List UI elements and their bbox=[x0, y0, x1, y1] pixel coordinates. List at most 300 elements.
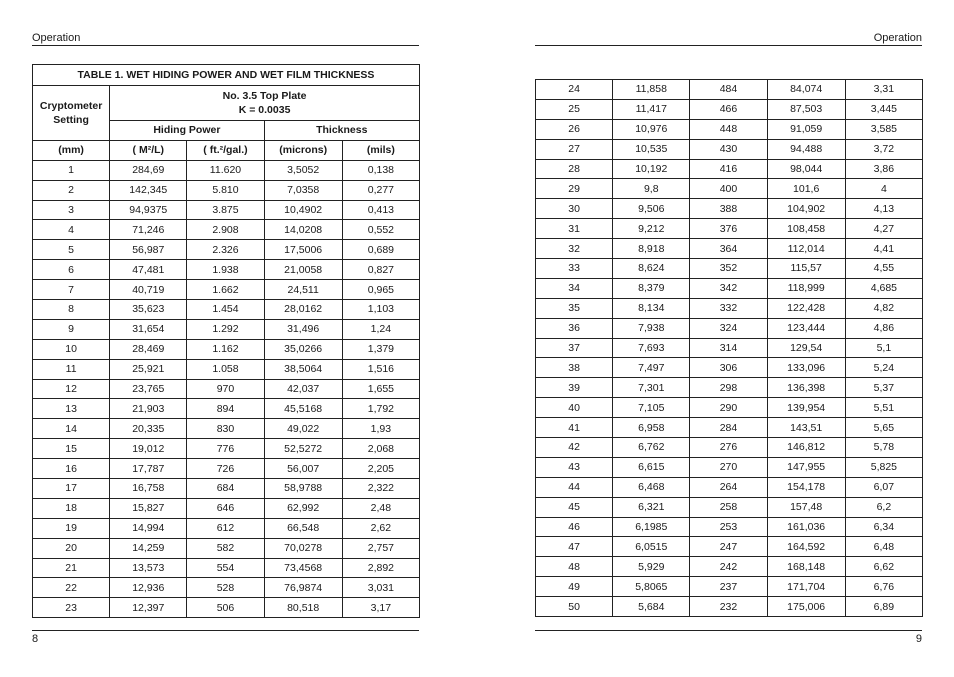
table-cell: 84,074 bbox=[767, 80, 845, 100]
table-cell: 270 bbox=[690, 457, 767, 477]
table-cell: 2 bbox=[33, 180, 110, 200]
table-cell: 776 bbox=[187, 439, 264, 459]
table-row bbox=[536, 239, 923, 259]
table-row bbox=[536, 438, 923, 458]
table-cell: 17,5006 bbox=[264, 240, 342, 260]
table-cell: 400 bbox=[690, 179, 767, 199]
table-cell: 35,623 bbox=[110, 300, 187, 320]
table-cell: 17,787 bbox=[110, 459, 187, 479]
table-cell: 104,902 bbox=[767, 199, 845, 219]
table-cell: 23,765 bbox=[110, 379, 187, 399]
page-number-left: 8 bbox=[32, 633, 39, 645]
page-right bbox=[477, 0, 954, 677]
table-cell: 3,445 bbox=[845, 99, 922, 119]
table-cell: 582 bbox=[187, 538, 264, 558]
table-cell: 28 bbox=[536, 159, 613, 179]
table-cell: 9,212 bbox=[613, 219, 690, 239]
unit-mils: (mils) bbox=[342, 140, 419, 160]
table-cell: 21 bbox=[33, 558, 110, 578]
table-cell: 5,24 bbox=[845, 358, 922, 378]
table-row bbox=[536, 338, 923, 358]
table-row bbox=[536, 477, 923, 497]
table-cell: 1,655 bbox=[342, 379, 419, 399]
table-cell: 21,903 bbox=[110, 399, 187, 419]
table-cell: 6,48 bbox=[845, 537, 922, 557]
table-cell: 612 bbox=[187, 518, 264, 538]
cryptometer-setting-header: Cryptometer Setting bbox=[33, 86, 110, 141]
table-cell: 506 bbox=[187, 598, 264, 618]
table-cell: 5,825 bbox=[845, 457, 922, 477]
table-cell: 45,5168 bbox=[264, 399, 342, 419]
table-cell: 28,0162 bbox=[264, 300, 342, 320]
table-row bbox=[33, 498, 420, 518]
table-cell: 21,0058 bbox=[264, 260, 342, 280]
table-row bbox=[536, 398, 923, 418]
table-cell: 9,8 bbox=[613, 179, 690, 199]
table-cell: 314 bbox=[690, 338, 767, 358]
table-cell: 0,689 bbox=[342, 240, 419, 260]
table-cell: 7,0358 bbox=[264, 180, 342, 200]
table-cell: 56,987 bbox=[110, 240, 187, 260]
table-cell: 8,134 bbox=[613, 298, 690, 318]
table-row bbox=[33, 578, 420, 598]
table-cell: 6,958 bbox=[613, 418, 690, 438]
table-cell: 9,506 bbox=[613, 199, 690, 219]
table-cell: 115,57 bbox=[767, 259, 845, 279]
table-cell: 8 bbox=[33, 300, 110, 320]
table-row bbox=[33, 379, 420, 399]
table-cell: 1.162 bbox=[187, 339, 264, 359]
table-cell: 726 bbox=[187, 459, 264, 479]
table-cell: 298 bbox=[690, 378, 767, 398]
table-row bbox=[536, 537, 923, 557]
table-cell: 56,007 bbox=[264, 459, 342, 479]
table-cell: 175,006 bbox=[767, 597, 845, 617]
table-cell: 24 bbox=[536, 80, 613, 100]
table-cell: 7,497 bbox=[613, 358, 690, 378]
table-cell: 76,9874 bbox=[264, 578, 342, 598]
table-cell: 232 bbox=[690, 597, 767, 617]
table-cell: 448 bbox=[690, 119, 767, 139]
table-cell: 6,762 bbox=[613, 438, 690, 458]
unit-mm: (mm) bbox=[33, 140, 110, 160]
table-cell: 87,503 bbox=[767, 99, 845, 119]
table-cell: 8,379 bbox=[613, 278, 690, 298]
table-cell: 3,17 bbox=[342, 598, 419, 618]
table-cell: 7,301 bbox=[613, 378, 690, 398]
table-cell: 4 bbox=[33, 220, 110, 240]
table-cell: 94,488 bbox=[767, 139, 845, 159]
table-cell: 31,496 bbox=[264, 319, 342, 339]
hiding-power-header: Hiding Power bbox=[110, 121, 264, 141]
table-cell: 11 bbox=[33, 359, 110, 379]
thickness-header: Thickness bbox=[264, 121, 419, 141]
table-cell: 42,037 bbox=[264, 379, 342, 399]
table-cell: 3,5052 bbox=[264, 160, 342, 180]
table-cell: 23 bbox=[33, 598, 110, 618]
table-cell: 3,72 bbox=[845, 139, 922, 159]
table-row bbox=[536, 298, 923, 318]
table-cell: 284 bbox=[690, 418, 767, 438]
table-cell: 80,518 bbox=[264, 598, 342, 618]
table-cell: 22 bbox=[33, 578, 110, 598]
table-cell: 35 bbox=[536, 298, 613, 318]
table-cell: 4,86 bbox=[845, 318, 922, 338]
table-cell: 13,573 bbox=[110, 558, 187, 578]
table-cell: 28,469 bbox=[110, 339, 187, 359]
table-cell: 49 bbox=[536, 577, 613, 597]
table-cell: 49,022 bbox=[264, 419, 342, 439]
table-cell: 58,9788 bbox=[264, 479, 342, 499]
table-cell: 143,51 bbox=[767, 418, 845, 438]
table-cell: 38,5064 bbox=[264, 359, 342, 379]
table-row bbox=[33, 319, 420, 339]
table-cell: 19,012 bbox=[110, 439, 187, 459]
table-cell: 3,86 bbox=[845, 159, 922, 179]
table-cell: 94,9375 bbox=[110, 200, 187, 220]
table-cell: 129,54 bbox=[767, 338, 845, 358]
table-cell: 4,27 bbox=[845, 219, 922, 239]
table-cell: 16 bbox=[33, 459, 110, 479]
table-cell: 62,992 bbox=[264, 498, 342, 518]
table-cell: 31,654 bbox=[110, 319, 187, 339]
table-cell: 27 bbox=[536, 139, 613, 159]
table-cell: 352 bbox=[690, 259, 767, 279]
table-cell: 45 bbox=[536, 497, 613, 517]
table-row bbox=[536, 577, 923, 597]
table-cell: 14,259 bbox=[110, 538, 187, 558]
table-row bbox=[536, 517, 923, 537]
table-cell: 29 bbox=[536, 179, 613, 199]
table-cell: 253 bbox=[690, 517, 767, 537]
table-cell: 38 bbox=[536, 358, 613, 378]
footer-rule-left bbox=[32, 630, 419, 631]
table-cell: 1.938 bbox=[187, 260, 264, 280]
table-cell: 30 bbox=[536, 199, 613, 219]
table-row bbox=[33, 300, 420, 320]
table-cell: 2,757 bbox=[342, 538, 419, 558]
table-row bbox=[536, 99, 923, 119]
table-cell: 12,936 bbox=[110, 578, 187, 598]
table-cell: 1,792 bbox=[342, 399, 419, 419]
table-cell: 20 bbox=[33, 538, 110, 558]
table-cell: 8,624 bbox=[613, 259, 690, 279]
table-cell: 18 bbox=[33, 498, 110, 518]
table-cell: 101,6 bbox=[767, 179, 845, 199]
table-cell: 16,758 bbox=[110, 479, 187, 499]
table-cell: 5 bbox=[33, 240, 110, 260]
table-cell: 646 bbox=[187, 498, 264, 518]
table-cell: 24,511 bbox=[264, 280, 342, 300]
table-cell: 0,965 bbox=[342, 280, 419, 300]
table-cell: 157,48 bbox=[767, 497, 845, 517]
table-cell: 2,48 bbox=[342, 498, 419, 518]
table-cell: 5,78 bbox=[845, 438, 922, 458]
table-cell: 5,37 bbox=[845, 378, 922, 398]
table-cell: 40,719 bbox=[110, 280, 187, 300]
table-cell: 332 bbox=[690, 298, 767, 318]
table-cell: 139,954 bbox=[767, 398, 845, 418]
table-cell: 91,059 bbox=[767, 119, 845, 139]
table-cell: 4,41 bbox=[845, 239, 922, 259]
table-cell: 1,379 bbox=[342, 339, 419, 359]
table-row bbox=[536, 378, 923, 398]
table-cell: 15 bbox=[33, 439, 110, 459]
table-cell: 44 bbox=[536, 477, 613, 497]
table-cell: 388 bbox=[690, 199, 767, 219]
table-cell: 2,62 bbox=[342, 518, 419, 538]
table-cell: 171,704 bbox=[767, 577, 845, 597]
table-cell: 3,31 bbox=[845, 80, 922, 100]
table-cell: 5,65 bbox=[845, 418, 922, 438]
table-cell: 2.326 bbox=[187, 240, 264, 260]
table-row bbox=[536, 318, 923, 338]
table-cell: 123,444 bbox=[767, 318, 845, 338]
table-cell: 242 bbox=[690, 557, 767, 577]
table-cell: 133,096 bbox=[767, 358, 845, 378]
table-cell: 6,62 bbox=[845, 557, 922, 577]
table-row bbox=[33, 359, 420, 379]
table-cell: 0,552 bbox=[342, 220, 419, 240]
table-cell: 3 bbox=[33, 200, 110, 220]
table-cell: 39 bbox=[536, 378, 613, 398]
table-cell: 2,068 bbox=[342, 439, 419, 459]
table-row bbox=[33, 538, 420, 558]
table-row bbox=[33, 439, 420, 459]
table-cell: 6,1985 bbox=[613, 517, 690, 537]
table-cell: 98,044 bbox=[767, 159, 845, 179]
table-row bbox=[536, 139, 923, 159]
table-cell: 48 bbox=[536, 557, 613, 577]
table-cell: 276 bbox=[690, 438, 767, 458]
table-cell: 36 bbox=[536, 318, 613, 338]
table-row bbox=[33, 518, 420, 538]
table-cell: 5.810 bbox=[187, 180, 264, 200]
top-plate-line1: No. 3.5 Top Plate bbox=[222, 90, 307, 102]
table-cell: 14,994 bbox=[110, 518, 187, 538]
table-row bbox=[536, 199, 923, 219]
table-cell: 306 bbox=[690, 358, 767, 378]
table-row bbox=[33, 598, 420, 618]
table-cell: 324 bbox=[690, 318, 767, 338]
table-row bbox=[536, 418, 923, 438]
running-header-right: Operation bbox=[873, 32, 922, 44]
table-cell: 0,277 bbox=[342, 180, 419, 200]
table-cell: 25,921 bbox=[110, 359, 187, 379]
table-cell: 147,955 bbox=[767, 457, 845, 477]
table-cell: 258 bbox=[690, 497, 767, 517]
table-cell: 161,036 bbox=[767, 517, 845, 537]
table-cell: 1,516 bbox=[342, 359, 419, 379]
table-cell: 484 bbox=[690, 80, 767, 100]
table-cell: 14,0208 bbox=[264, 220, 342, 240]
table-cell: 11,417 bbox=[613, 99, 690, 119]
table-cell: 5,51 bbox=[845, 398, 922, 418]
table-row bbox=[33, 399, 420, 419]
table-cell: 3.875 bbox=[187, 200, 264, 220]
table-cell: 4,685 bbox=[845, 278, 922, 298]
table-row bbox=[33, 419, 420, 439]
table-cell: 11,858 bbox=[613, 80, 690, 100]
page-number-right: 9 bbox=[915, 633, 922, 645]
table-cell: 112,014 bbox=[767, 239, 845, 259]
table-cell: 5,1 bbox=[845, 338, 922, 358]
table-cell: 118,999 bbox=[767, 278, 845, 298]
table-cell: 2.908 bbox=[187, 220, 264, 240]
table-cell: 264 bbox=[690, 477, 767, 497]
table-cell: 4,13 bbox=[845, 199, 922, 219]
table-row bbox=[33, 280, 420, 300]
table-cell: 342 bbox=[690, 278, 767, 298]
table-cell: 3,031 bbox=[342, 578, 419, 598]
table-cell: 142,345 bbox=[110, 180, 187, 200]
table-cell: 19 bbox=[33, 518, 110, 538]
table-cell: 1,24 bbox=[342, 319, 419, 339]
table-cell: 8,918 bbox=[613, 239, 690, 259]
unit-microns: (microns) bbox=[264, 140, 342, 160]
table-cell: 4,55 bbox=[845, 259, 922, 279]
table-cell: 364 bbox=[690, 239, 767, 259]
table-cell: 5,8065 bbox=[613, 577, 690, 597]
table-cell: 108,458 bbox=[767, 219, 845, 239]
table-row bbox=[536, 497, 923, 517]
table-cell: 6,468 bbox=[613, 477, 690, 497]
table-cell: 35,0266 bbox=[264, 339, 342, 359]
table-title: TABLE 1. WET HIDING POWER AND WET FILM THICKNESS bbox=[33, 65, 420, 86]
table-row bbox=[33, 240, 420, 260]
header-rule-left bbox=[32, 45, 419, 46]
table-cell: 47,481 bbox=[110, 260, 187, 280]
table-cell: 7,693 bbox=[613, 338, 690, 358]
table-cell: 1.662 bbox=[187, 280, 264, 300]
table-cell: 168,148 bbox=[767, 557, 845, 577]
wet-hiding-power-table-part2 bbox=[535, 79, 923, 617]
table-cell: 26 bbox=[536, 119, 613, 139]
unit-ft2-per-gal: ( ft.²/gal.) bbox=[187, 140, 264, 160]
table-cell: 1 bbox=[33, 160, 110, 180]
table-row bbox=[33, 339, 420, 359]
table-cell: 5,929 bbox=[613, 557, 690, 577]
table-row bbox=[536, 457, 923, 477]
table-cell: 70,0278 bbox=[264, 538, 342, 558]
table-cell: 32 bbox=[536, 239, 613, 259]
table-row bbox=[536, 597, 923, 617]
table-cell: 830 bbox=[187, 419, 264, 439]
table-cell: 13 bbox=[33, 399, 110, 419]
table-cell: 1.454 bbox=[187, 300, 264, 320]
table-cell: 0,413 bbox=[342, 200, 419, 220]
table-row bbox=[536, 557, 923, 577]
table-cell: 42 bbox=[536, 438, 613, 458]
unit-m2-per-l: ( M²/L) bbox=[110, 140, 187, 160]
table-cell: 6,76 bbox=[845, 577, 922, 597]
table-cell: 17 bbox=[33, 479, 110, 499]
table-cell: 247 bbox=[690, 537, 767, 557]
table-cell: 15,827 bbox=[110, 498, 187, 518]
table-cell: 25 bbox=[536, 99, 613, 119]
table-cell: 416 bbox=[690, 159, 767, 179]
table-cell: 290 bbox=[690, 398, 767, 418]
table-cell: 6,615 bbox=[613, 457, 690, 477]
table-cell: 1,93 bbox=[342, 419, 419, 439]
table-row bbox=[33, 479, 420, 499]
top-plate-line2: K = 0.0035 bbox=[238, 104, 291, 116]
table-cell: 10,192 bbox=[613, 159, 690, 179]
table-row bbox=[33, 200, 420, 220]
table-row bbox=[33, 260, 420, 280]
table-row bbox=[33, 160, 420, 180]
footer-rule-right bbox=[535, 630, 922, 631]
table-cell: 3,585 bbox=[845, 119, 922, 139]
table-row bbox=[33, 220, 420, 240]
table-cell: 466 bbox=[690, 99, 767, 119]
table-cell: 12 bbox=[33, 379, 110, 399]
table-cell: 146,812 bbox=[767, 438, 845, 458]
table-row bbox=[536, 358, 923, 378]
table-cell: 4 bbox=[845, 179, 922, 199]
table-cell: 7 bbox=[33, 280, 110, 300]
table-cell: 894 bbox=[187, 399, 264, 419]
table-cell: 43 bbox=[536, 457, 613, 477]
table-cell: 7,938 bbox=[613, 318, 690, 338]
table-cell: 6,89 bbox=[845, 597, 922, 617]
table-cell: 37 bbox=[536, 338, 613, 358]
top-plate-header bbox=[110, 86, 420, 121]
table-cell: 31 bbox=[536, 219, 613, 239]
table-cell: 40 bbox=[536, 398, 613, 418]
table-cell: 10,535 bbox=[613, 139, 690, 159]
table-row bbox=[33, 558, 420, 578]
table-cell: 1,103 bbox=[342, 300, 419, 320]
table-row bbox=[536, 80, 923, 100]
table-cell: 11.620 bbox=[187, 160, 264, 180]
table-cell: 34 bbox=[536, 278, 613, 298]
table-cell: 0,138 bbox=[342, 160, 419, 180]
table-cell: 6,321 bbox=[613, 497, 690, 517]
table-cell: 20,335 bbox=[110, 419, 187, 439]
table-row bbox=[33, 459, 420, 479]
table-cell: 122,428 bbox=[767, 298, 845, 318]
table-cell: 554 bbox=[187, 558, 264, 578]
table-cell: 12,397 bbox=[110, 598, 187, 618]
table-row bbox=[536, 119, 923, 139]
table-cell: 41 bbox=[536, 418, 613, 438]
units-row bbox=[33, 140, 420, 160]
table-cell: 50 bbox=[536, 597, 613, 617]
table-cell: 7,105 bbox=[613, 398, 690, 418]
table-row bbox=[536, 259, 923, 279]
table-cell: 136,398 bbox=[767, 378, 845, 398]
table-cell: 164,592 bbox=[767, 537, 845, 557]
table-cell: 430 bbox=[690, 139, 767, 159]
table-cell: 10,4902 bbox=[264, 200, 342, 220]
table-row bbox=[536, 159, 923, 179]
table-cell: 73,4568 bbox=[264, 558, 342, 578]
table-cell: 284,69 bbox=[110, 160, 187, 180]
table-cell: 376 bbox=[690, 219, 767, 239]
table-cell: 46 bbox=[536, 517, 613, 537]
table-cell: 1.292 bbox=[187, 319, 264, 339]
table-cell: 154,178 bbox=[767, 477, 845, 497]
table-cell: 5,684 bbox=[613, 597, 690, 617]
table-cell: 237 bbox=[690, 577, 767, 597]
table-cell: 6,34 bbox=[845, 517, 922, 537]
table-cell: 970 bbox=[187, 379, 264, 399]
table-cell: 10 bbox=[33, 339, 110, 359]
table-cell: 52,5272 bbox=[264, 439, 342, 459]
table-cell: 9 bbox=[33, 319, 110, 339]
table-cell: 10,976 bbox=[613, 119, 690, 139]
